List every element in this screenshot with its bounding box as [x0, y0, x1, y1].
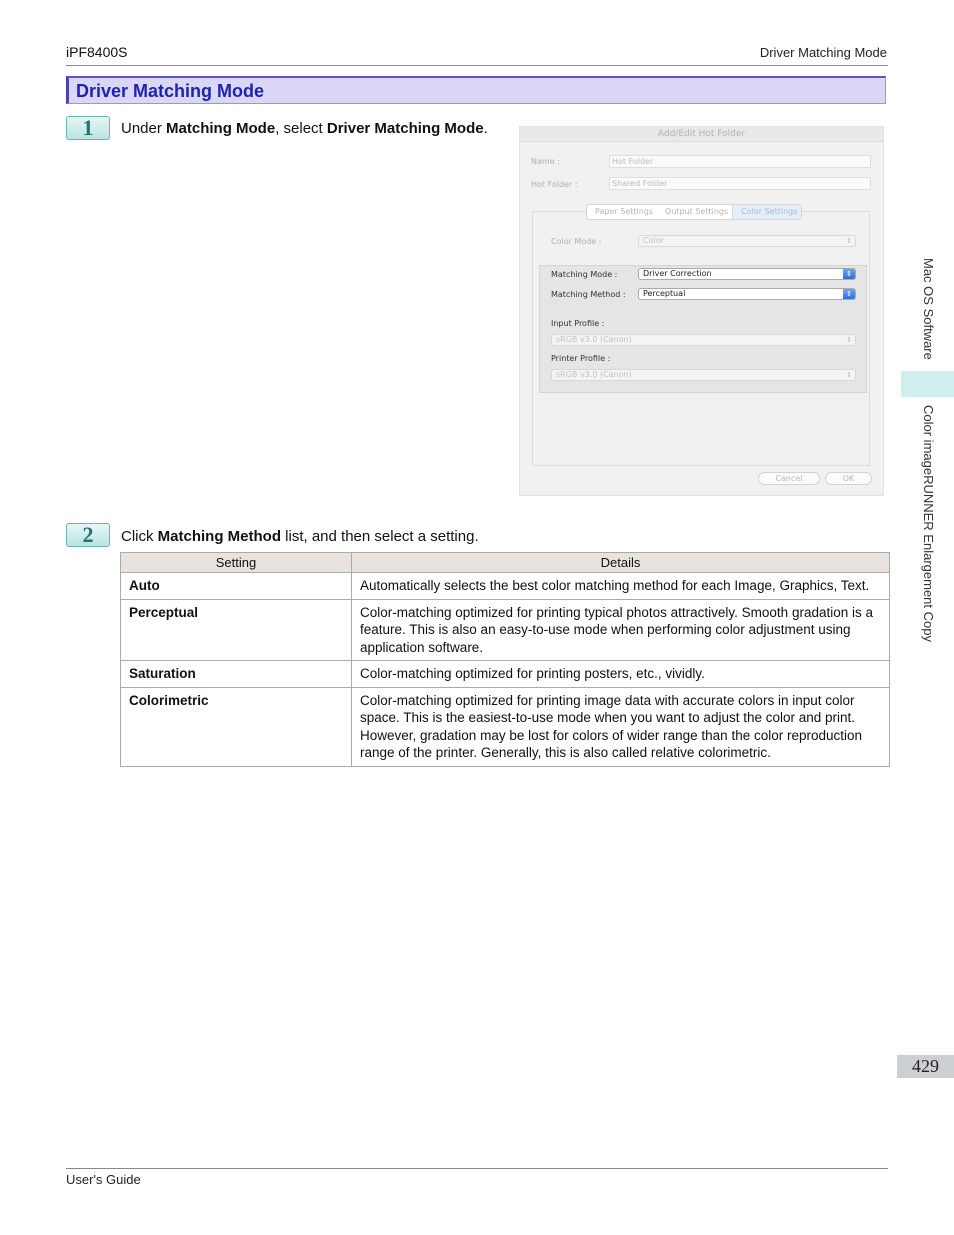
tab-paper-settings[interactable]: Paper Settings	[595, 207, 654, 216]
table-row	[121, 599, 890, 661]
name-label: Name :	[531, 157, 560, 166]
chevron-updown-icon: ⇕	[843, 269, 855, 279]
matching-method-select[interactable]: Perceptual ⇕	[638, 288, 856, 300]
header-section: Driver Matching Mode	[759, 45, 887, 60]
table-row	[121, 573, 890, 600]
page-number: 429	[897, 1055, 954, 1078]
chevron-updown-icon: ⇕	[846, 237, 852, 245]
matching-method-table	[120, 552, 890, 767]
table-row	[121, 687, 890, 766]
setting-name: Auto	[121, 573, 352, 600]
setting-details: Automatically selects the best color matching method for each Image, Graphics, Text.	[352, 573, 890, 600]
header-divider	[66, 65, 888, 66]
dialog-title: Add/Edit Hot Folder	[657, 129, 746, 139]
chevron-updown-icon: ⇕	[843, 289, 855, 299]
setting-name: Saturation	[121, 661, 352, 688]
printer-profile-select[interactable]: sRGB v3.0 (Canon) ⇕	[551, 369, 856, 381]
color-mode-label: Color Mode :	[551, 237, 602, 246]
setting-name: Perceptual	[121, 599, 352, 661]
header-product: iPF8400S	[66, 44, 128, 60]
cancel-button[interactable]: Cancel	[758, 472, 820, 485]
hot-folder-field[interactable]: Shared Folder	[609, 177, 871, 190]
chevron-updown-icon: ⇕	[846, 371, 852, 379]
setting-name: Colorimetric	[121, 687, 352, 766]
color-mode-select[interactable]: Color ⇕	[638, 235, 856, 247]
step-1-badge: 1	[66, 116, 110, 140]
sidebar-chapter	[920, 258, 936, 368]
step-1-text: Under Matching Mode, select Driver Matching Mode.	[121, 120, 488, 137]
sidebar-topic	[920, 405, 936, 645]
step-2-badge: 2	[66, 523, 110, 547]
chevron-updown-icon: ⇕	[846, 336, 852, 344]
printer-profile-label: Printer Profile :	[551, 354, 611, 363]
footer-guide: User's Guide	[66, 1172, 141, 1187]
matching-mode-label: Matching Mode :	[551, 270, 618, 279]
tab-color-settings[interactable]: Color Settings	[732, 205, 801, 219]
step-2-text: Click Matching Method list, and then select a setting.	[121, 528, 479, 545]
matching-method-label: Matching Method :	[551, 290, 626, 299]
sidebar-topic-label: Color imageRUNNER Enlargement Copy	[921, 405, 936, 642]
ok-button[interactable]: OK	[825, 472, 872, 485]
settings-tabs	[586, 204, 802, 220]
section-title: Driver Matching Mode	[76, 81, 265, 101]
sidebar-chapter-label: Mac OS Software	[921, 258, 936, 360]
table-row	[121, 661, 890, 688]
setting-details: Color-matching optimized for printing posters, etc., vividly.	[352, 661, 890, 688]
hot-folder-label: Hot Folder :	[531, 180, 578, 189]
sidebar-tab-marker	[901, 371, 954, 397]
column-header-details: Details	[352, 553, 890, 573]
tab-output-settings[interactable]: Output Settings	[665, 207, 729, 216]
footer-divider	[66, 1168, 888, 1169]
setting-details: Color-matching optimized for printing image data with accurate colors in input color space. This is the easiest-to-use mode when you want to adjust the color and print. However, gradation may be lost for colors of wider range than the color reproduction range of the printer. Generally, this is also called relative colorimetric.	[352, 687, 890, 766]
input-profile-label: Input Profile :	[551, 319, 605, 328]
setting-details: Color-matching optimized for printing typical photos attractively. Smooth gradation is a feature. This is also an easy-to-use mode when performing color adjustment using application software.	[352, 599, 890, 661]
name-field[interactable]: Hot Folder	[609, 155, 871, 168]
table-header-row	[121, 553, 890, 573]
hot-folder-dialog	[519, 126, 884, 496]
input-profile-select[interactable]: sRGB v3.0 (Canon) ⇕	[551, 334, 856, 346]
column-header-setting: Setting	[121, 553, 352, 573]
matching-mode-select[interactable]: Driver Correction ⇕	[638, 268, 856, 280]
